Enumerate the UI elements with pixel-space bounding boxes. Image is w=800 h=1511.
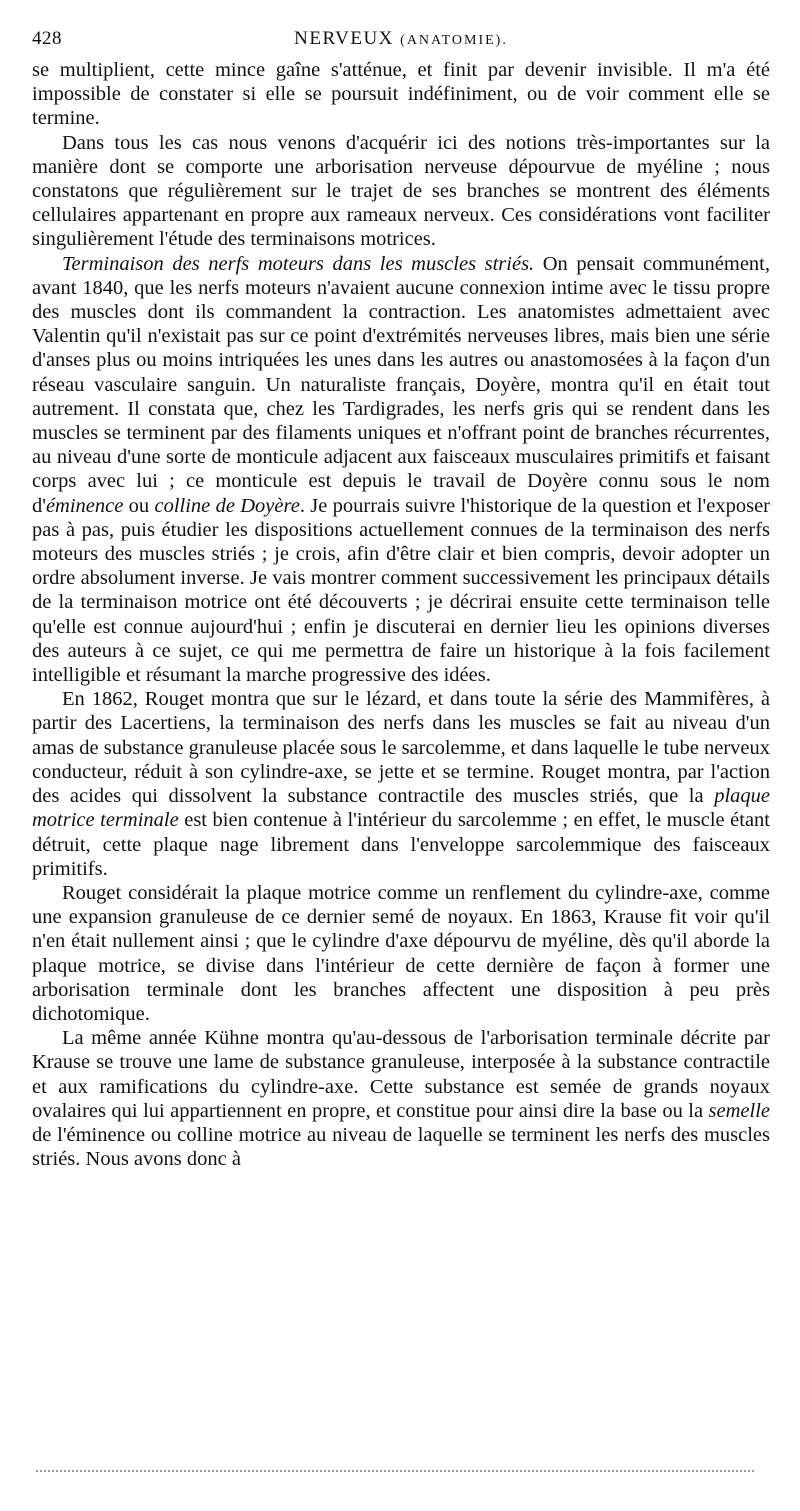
paragraph	[32, 1026, 770, 1171]
paragraph-text: Dans tous les cas nous venons d'acquérir ici des notions très-importantes sur la manière dont se comporte une arborisation nerveuse dépourvue de myéline ; nous constatons que régulièrement sur le trajet de ses branches se montrent des éléments cellulaires appartenant en propre aux rameaux nerveux. Ces considérations vont faciliter singulièrement l'étude des terminaisons motrices.	[32, 131, 770, 251]
paragraph-text: ou	[123, 494, 155, 517]
body-text	[32, 58, 770, 1171]
running-title-sub: (ANATOMIE).	[400, 33, 508, 48]
running-title-main: NERVEUX	[294, 28, 394, 49]
running-title	[32, 28, 770, 50]
paragraph	[32, 252, 770, 688]
paragraph	[32, 687, 770, 881]
paragraph-text: est bien contenue à l'intérieur du sarcolemme ; en effet, le muscle étant détruit, cette plaque nage librement dans l'enveloppe sarcolemmique des faisceaux primitifs.	[32, 809, 770, 880]
paragraph-text: En 1862, Rouget montra que sur le lézard, et dans toute la série des Mammifères, à partir des Lacertiens, la terminaison des nerfs dans les muscles se fait au niveau d'un amas de substance granuleuse placée sous le sarcolemme, et dans laquelle le tube nerveux conducteur, réduit à son cylindre-axe, se jette et se termine. Rouget montra, par l'action des acides qui dissolvent la substance contractile des muscles striés, que la	[32, 688, 770, 808]
paragraph-text: Rouget considérait la plaque motrice comme un renflement du cylindre-axe, comme une expansion granuleuse de ce dernier semé de noyaux. En 1863, Krause fit voir qu'il n'en était nullement ainsi ; que le cylindre d'axe dépourvu de myéline, dès qu'il aborde la plaque motrice, se divise dans l'intérieur de cette dernière de façon à former une arborisation terminale dont les branches affectent une disposition à peu près dichotomique.	[32, 881, 770, 1025]
footer-divider	[36, 1470, 754, 1472]
italic-term: semelle	[708, 1099, 770, 1122]
italic-term: colline de Doyère	[154, 494, 300, 517]
paragraph-text: On pensait communément, avant 1840, que les nerfs moteurs n'avaient aucune connexion intime avec le tissu propre des muscles dont ils commandent la contraction. Les anatomistes admettaient avec Valentin qu'il n'existait pas sur ce point d'extrémités nerveuses libres, mais bien une série d'anses plus ou moins intriquées les unes dans les autres ou anastomosées à la façon d'un réseau vasculaire sanguin. Un naturaliste français, Doyère, montra qu'il en était tout autrement. Il constata que, chez les Tardigrades, les nerfs gris qui se rendent dans les muscles se terminent par des filaments uniques et n'offrant point de branches récurrentes, au niveau d'une sorte de monticule adjacent aux faisceaux musculaires primitifs et faisant corps avec lui ; ce monticule est depuis le travail de Doyère connu sous le nom d'	[32, 252, 770, 517]
paragraph-text: de l'éminence ou colline motrice au niveau de laquelle se terminent les nerfs des muscles striés. Nous avons donc à	[32, 1123, 770, 1171]
italic-term: éminence	[45, 494, 124, 517]
paragraph	[32, 131, 770, 252]
page-number: 428	[32, 28, 62, 49]
running-header	[32, 28, 770, 58]
paragraph	[32, 58, 770, 131]
paragraph-text: . Je pourrais suivre l'historique de la question et l'exposer pas à pas, puis étudier les dispositions actuellement connues de la terminaison des nerfs moteurs des muscles striés ; je crois, afin d'être clair et bien compris, devoir adopter un ordre absolument inverse. Je vais montrer comment successivement les principaux détails de la terminaison motrice ont été découverts ; je décrirai ensuite cette terminaison telle qu'elle est connue aujourd'hui ; enfin je discuterai en dernier lieu les opinions diverses des auteurs à ce sujet, ce qui me permettra de faire un historique à la fois facilement intelligible et résumant la marche progressive des idées.	[32, 494, 771, 687]
italic-term: plaque motrice terminale	[32, 785, 770, 832]
paragraph	[32, 881, 770, 1026]
paragraph-text: La même année Kühne montra qu'au-dessous de l'arborisation terminale décrite par Krause se trouve une lame de substance granuleuse, interposée à la substance contractile et aux ramifications du cylindre-axe. Cette substance est semée de grands noyaux ovalaires qui lui appartiennent en propre, et constitue pour ainsi dire la base ou la	[32, 1027, 770, 1122]
paragraph-text: se multiplient, cette mince gaîne s'atténue, et finit par devenir invisible. Il m'a été impossible de constater si elle se poursuit indéfiniment, ou de voir comment elle se termine.	[32, 59, 770, 130]
section-heading: Terminaison des nerfs moteurs dans les muscles striés.	[62, 252, 535, 275]
